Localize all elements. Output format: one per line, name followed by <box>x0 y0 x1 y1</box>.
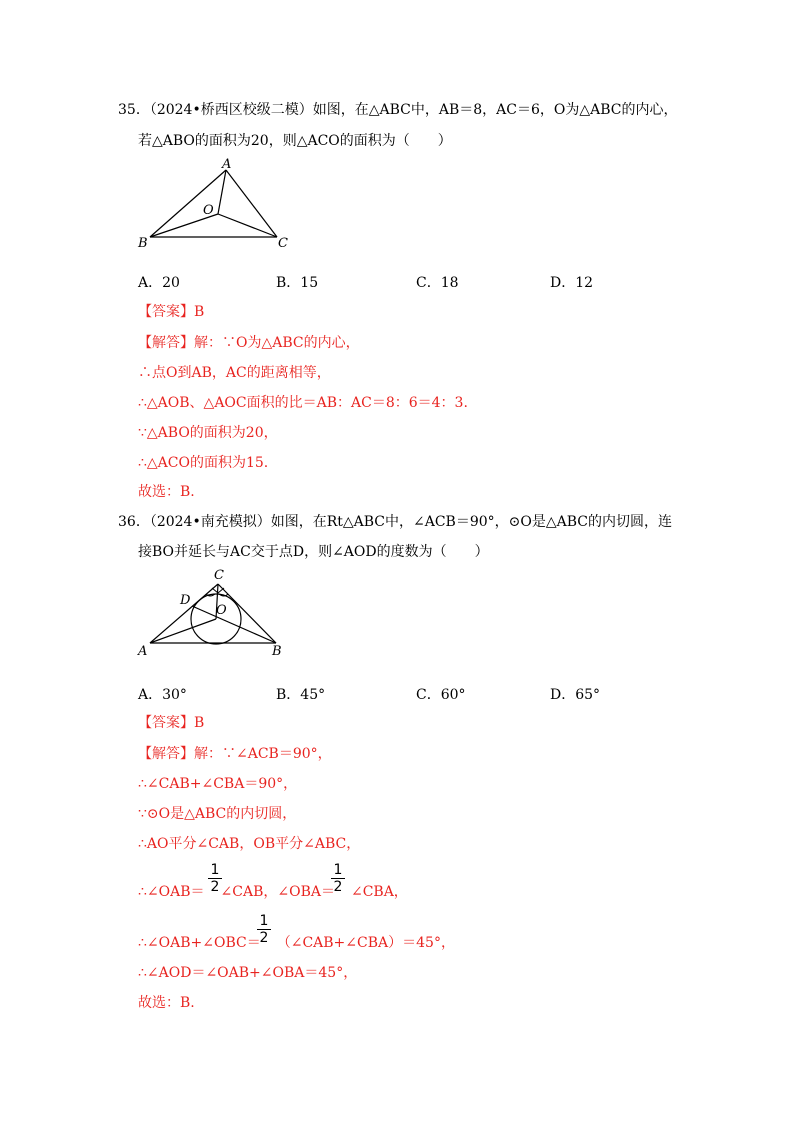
q36-figure <box>136 564 296 664</box>
q36-solution-2: ∴∠CAB+∠CBA＝90°， <box>138 776 298 792</box>
q36-answer: 【答案】B <box>138 715 205 731</box>
label-o: O <box>216 603 227 618</box>
q36-solution-6-part1: ∴∠OAB+∠OBC＝ <box>138 935 261 951</box>
fraction-half <box>331 862 345 895</box>
q36-solution-8: 故选：B. <box>138 995 195 1011</box>
q35-solution-2: ∴点O到AB，AC的距离相等， <box>138 365 331 381</box>
q36-solution-5-part1: ∴∠OAB＝ <box>138 884 205 900</box>
label-a: A <box>222 157 232 172</box>
q35-option-d[interactable]: D．12 <box>550 275 594 291</box>
q35-solution-6: 故选：B. <box>138 484 195 500</box>
q35-option-b[interactable]: B．15 <box>276 275 319 291</box>
q36-option-b[interactable]: B．45° <box>276 687 326 703</box>
q35-answer: 【答案】B <box>138 304 205 320</box>
q35-figure <box>136 154 296 254</box>
q35-solution-3: ∴△AOB、△AOC面积的比＝AB：AC＝8：6＝4：3. <box>138 395 468 411</box>
label-o: O <box>203 203 214 218</box>
label-b: B <box>272 644 282 659</box>
label-a: A <box>138 644 148 659</box>
fraction-numerator: 1 <box>259 913 269 929</box>
fraction-numerator: 1 <box>210 862 220 878</box>
label-d: D <box>180 593 191 608</box>
q36-solution-6 <box>138 933 455 953</box>
fraction-numerator: 1 <box>333 862 343 878</box>
label-c: C <box>214 568 224 583</box>
q36-solution-3: ∵⊙O是△ABC的内切圆， <box>138 806 297 822</box>
q36-stem-line1: 36．（2024•南充模拟）如图，在Rt△ABC中，∠ACB＝90°，⊙O是△ABC的内切圆，连 <box>118 514 673 530</box>
q36-solution-1: 【解答】解：∵∠ACB＝90°， <box>138 746 332 762</box>
q35-option-a[interactable]: A．20 <box>138 275 180 291</box>
q35-stem-line1: 35．（2024•桥西区校级二模）如图，在△ABC中，AB＝8，AC＝6，O为△ABC的内心， <box>118 102 678 118</box>
q36-solution-6-part2: （∠CAB+∠CBA）＝45°， <box>276 935 455 951</box>
q36-solution-7: ∴∠AOD＝∠OAB+∠OBA＝45°， <box>138 965 358 981</box>
q36-solution-5 <box>138 882 408 902</box>
q35-solution-4: ∵△ABO的面积为20， <box>138 425 278 441</box>
q36-stem-line2: 接BO并延长与AC交于点D，则∠AOD的度数为（ ） <box>138 544 489 560</box>
fraction-denominator: 2 <box>210 879 220 895</box>
q36-option-c[interactable]: C．60° <box>416 687 466 703</box>
q36-option-a[interactable]: A．30° <box>138 687 187 703</box>
fraction-half <box>208 862 222 895</box>
fraction-denominator: 2 <box>333 879 343 895</box>
q36-solution-5-part2: ∠CAB，∠OBA＝ <box>220 884 335 900</box>
fraction-denominator: 2 <box>259 930 269 946</box>
label-c: C <box>278 236 288 251</box>
q35-option-c[interactable]: C．18 <box>416 275 459 291</box>
q35-solution-1: 【解答】解：∵O为△ABC的内心， <box>138 335 360 351</box>
q36-solution-4: ∴AO平分∠CAB，OB平分∠ABC， <box>138 836 361 852</box>
q36-option-d[interactable]: D．65° <box>550 687 601 703</box>
q35-stem-line2: 若△ABO的面积为20，则△ACO的面积为（ ） <box>138 133 452 149</box>
q35-solution-5: ∴△ACO的面积为15. <box>138 455 269 471</box>
fraction-half <box>257 913 271 946</box>
label-b: B <box>138 236 148 251</box>
q36-solution-5-part3: ∠CBA， <box>350 884 408 900</box>
